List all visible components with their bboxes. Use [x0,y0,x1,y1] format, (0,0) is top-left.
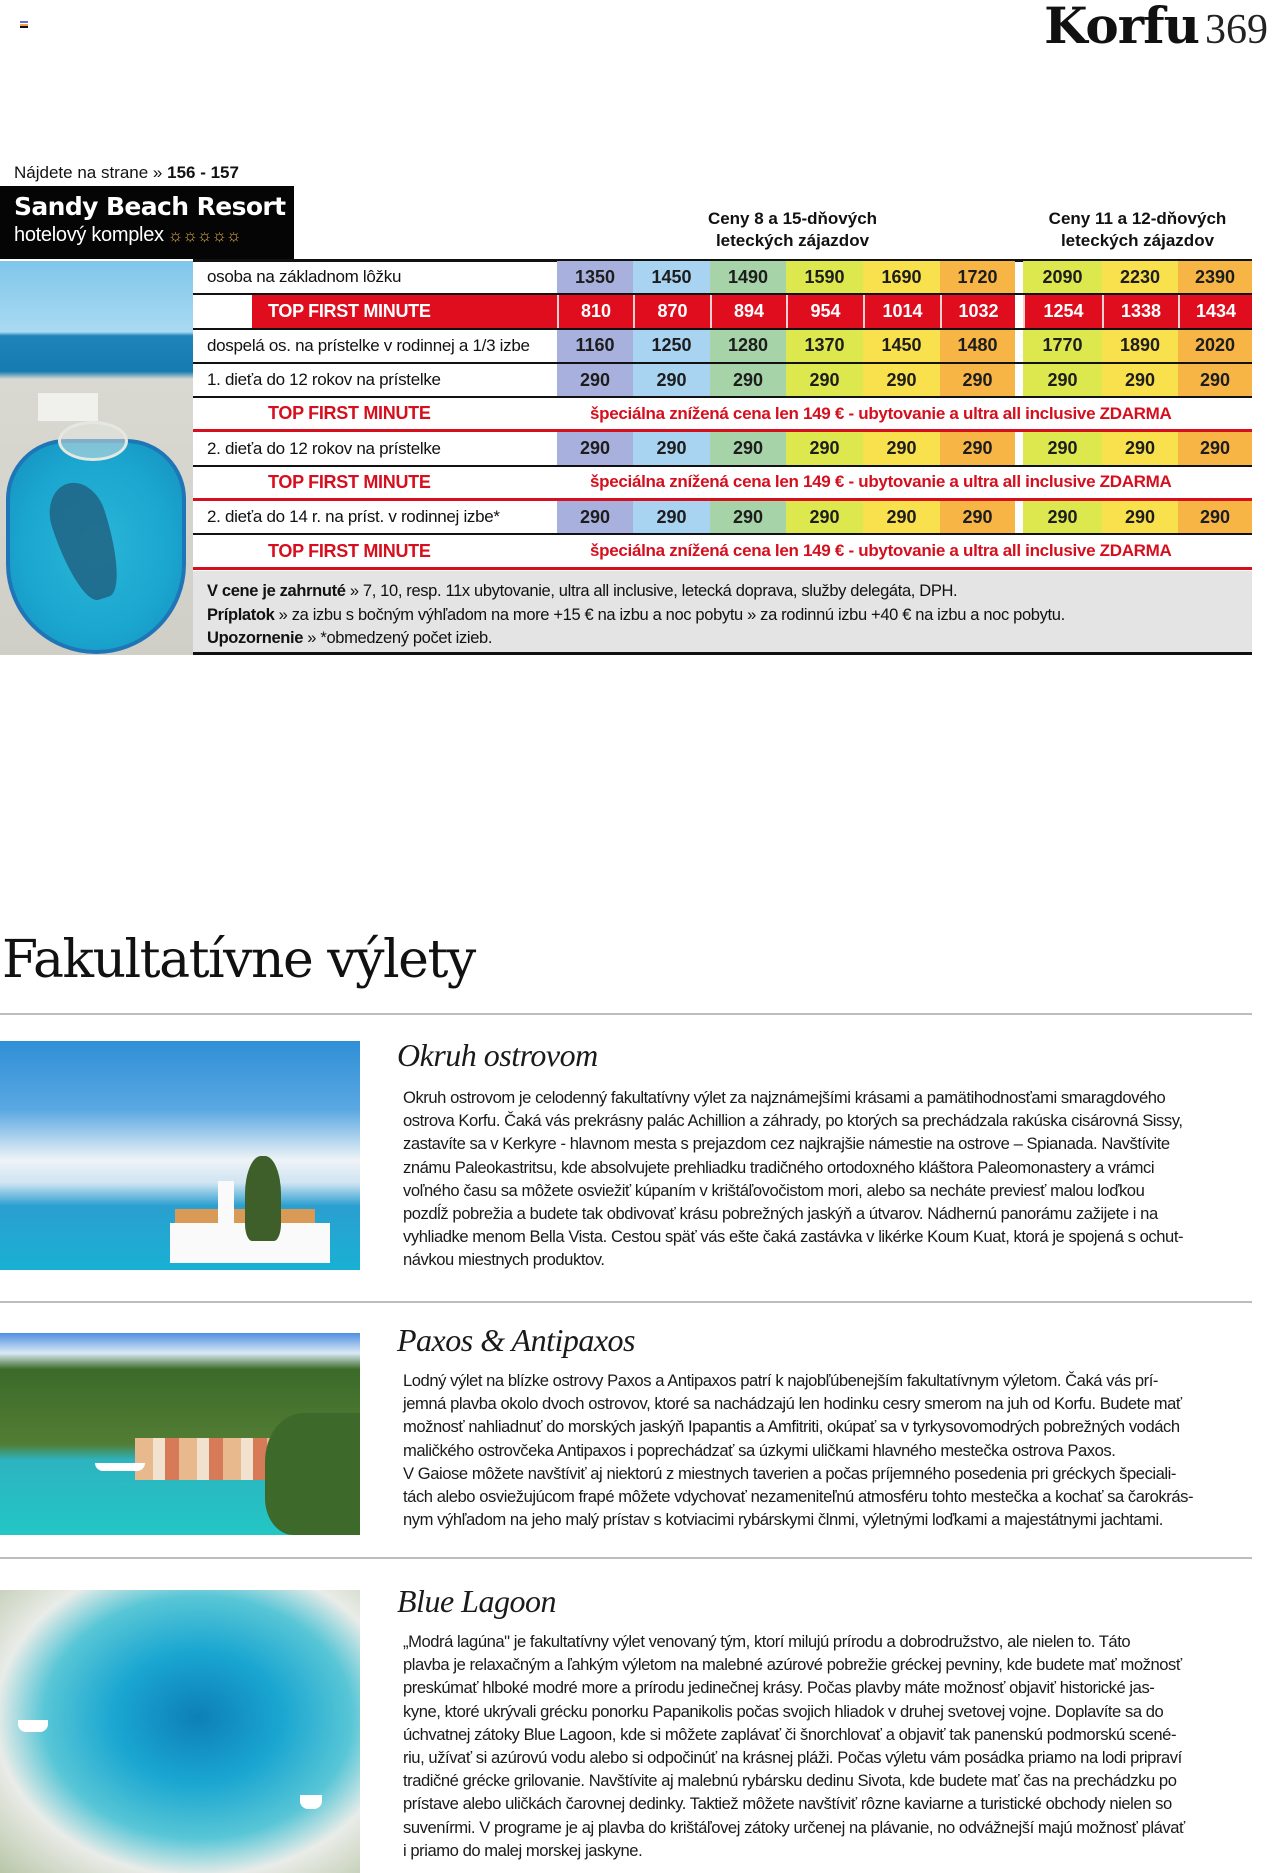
excursion-photo-okruh [0,1041,360,1270]
price-notes [193,571,1252,655]
table-row-top-first-minute [193,398,1252,432]
price-cell: 894 [710,295,786,327]
text-line: možnosť nahliadnuť do morských jaskýň Ipapantis a Amfitriti, okúpať sa v tyrkysovomodrých pobrežných vodách [403,1417,1180,1437]
excursion-title: Okruh ostrovom [397,1037,598,1073]
price-cell: 2230 [1102,261,1178,293]
note-text: » 7, 10, resp. 11x ubytovanie, ultra all inclusive, letecká doprava, služby delegáta, DPH. [345,582,958,600]
price-cell: 1450 [863,330,940,362]
price-cell: 290 [633,432,710,464]
page-reference [14,163,239,183]
price-cell: 2390 [1178,261,1252,293]
row-label: TOP FIRST MINUTE [268,403,431,424]
text-line: tách alebo osviežujúcom frapé môžete vdychovať nezameniteľnú atmosféru tohto mestečka a kochať sa čarokrás- [403,1487,1194,1507]
note-label: V cene je zahrnuté [207,582,346,600]
text-line: úchvatnej zátoky Blue Lagoon, kde si môžete zaplávať či šnorchlovať a objaviť tak panenskú podmorskú scené- [403,1724,1177,1744]
text-line: voľného času sa môžete osviežiť kúpaním v krištáľovočistom mori, alebo sa necháte previesť malou loďkou [403,1180,1145,1200]
price-cell: 290 [1023,432,1102,464]
price-cell: 1032 [940,295,1015,327]
price-cell: 290 [940,501,1015,533]
destination-title: Korfu [1044,0,1199,55]
column-group-header-8-15 [665,208,920,252]
price-cell: 954 [786,295,863,327]
column-group-header-line: leteckých zájazdov [1060,231,1215,250]
text-line: pozdĺž pobrežia a budete tak obdivovať krásu pobrežných jaskýň a útvarov. Nádhernú panorámu zažijete i na [403,1204,1158,1224]
table-row-top-first-minute [193,467,1252,501]
price-cell: 290 [1023,501,1102,533]
special-offer-text: špeciálna znížená cena len 149 € - ubytovanie a ultra all inclusive ZDARMA [590,541,1172,561]
price-cell: 1160 [557,330,633,362]
table-row [193,261,1252,295]
price-cell: 1690 [863,261,940,293]
price-cell: 290 [863,432,940,464]
page-number: 369 [1205,7,1268,53]
price-cell: 290 [1178,364,1252,396]
price-cell: 290 [786,432,863,464]
text-line: plavba je relaxačným a ľahkým výletom na malebné azúrové pobrežie gréckej pevniny, kde budete mať možnosť [403,1655,1182,1675]
price-cell: 1014 [863,295,940,327]
column-group-header-line: Ceny 8 a 15-dňových [707,209,878,228]
excursion-photo-paxos [0,1333,360,1535]
page-header [1044,0,1268,55]
note-label: Upozornenie [207,629,304,647]
price-cell: 290 [710,364,786,396]
price-cell: 1720 [940,261,1015,293]
price-cell: 1370 [786,330,863,362]
column-group-header-line: Ceny 11 a 12-dňových [1048,209,1227,228]
note-text: » za izbu s bočným výhľadom na more +15 € na izbu a noc pobytu » za rodinnú izbu +40 € na izbu a noc pobytu. [274,605,1065,624]
row-label: TOP FIRST MINUTE [268,540,431,561]
text-line: kyne, ktoré ukrývali grécku ponorku Papanikolis počas svojich hliadok v druhej svetovej vojne. Doplavíte sa do [403,1701,1164,1721]
price-cell: 1590 [786,261,863,293]
row-label: TOP FIRST MINUTE [268,471,431,492]
price-cell: 1280 [710,330,786,362]
excursion-title: Paxos & Antipaxos [397,1322,635,1358]
note-label: Príplatok [207,605,275,624]
row-label: 1. dieťa do 12 rokov na prístelke [207,370,441,390]
price-cell: 2090 [1023,261,1102,293]
excursion-photo-blue-lagoon [0,1590,360,1873]
text-line: tradičné grécke grilovanie. Navštívite aj malebnú rybársku dedinu Sivota, kde budete mať čas na prechádzku po [403,1771,1177,1791]
price-cell: 290 [557,364,633,396]
hotel-photo [0,261,193,655]
hotel-name: Sandy Beach Resort [14,192,286,221]
table-row-top-first-minute [193,535,1252,569]
price-cell: 1450 [633,261,710,293]
table-row [193,432,1252,466]
column-gap [1015,295,1023,327]
price-cell: 290 [710,501,786,533]
text-line: V Gaiose môžete navštíviť aj niektorú z miestnych taverien a počas príjemného posedenia pri gréckych špeciali- [403,1463,1176,1483]
text-line: Lodný výlet na blízke ostrovy Paxos a Antipaxos patrí k najobľúbenejším fakultatívnym výletom. Čaká vás prí- [403,1371,1158,1390]
price-cell: 290 [863,364,940,396]
text-line: ostrova Korfu. Čaká vás prekrásny palác Achillion a záhrady, po ktorých sa prechádzala rakúska cisárovná Sissy, [403,1111,1183,1131]
text-line: Okruh ostrovom je celodenný fakultatívny výlet za najznámejšími krásami a pamätihodnosťami smaragdového [403,1088,1166,1107]
price-cell: 1250 [633,330,710,362]
price-cell: 290 [940,364,1015,396]
price-cell: 290 [1102,432,1178,464]
price-cell: 290 [1102,501,1178,533]
section-title-excursions: Fakultatívne výlety [2,930,475,990]
text-line: maličkého ostrovčeka Antipaxos i poprechádzať sa úzkymi uličkami hlavného mestečka ostrova Paxos. [403,1440,1116,1460]
row-label: dospelá os. na prístelke v rodinnej a 1/3 izbe [207,335,530,355]
text-line: známu Paleokastritsu, kde absolvujete prehliadku tradičného ortodoxného kláštora Paleomonastery a vrámci [403,1157,1155,1177]
price-cell: 870 [633,295,710,327]
hotel-type [14,222,294,249]
note-surcharge [207,604,1252,628]
price-cell: 290 [633,364,710,396]
price-cell: 290 [1023,364,1102,396]
price-cell: 290 [786,501,863,533]
price-cell: 1338 [1102,295,1178,327]
price-cell: 1490 [710,261,786,293]
text-line: jemná plavba okolo dvoch ostrovov, ktoré sa nachádzajú len hodinku cesry smerom na juh od Korfu. Budete mať [403,1394,1182,1414]
divider [0,1013,1252,1015]
price-cell: 290 [786,364,863,396]
price-cell: 2020 [1178,330,1252,362]
column-group-header-11-12 [1015,208,1260,252]
row-label: TOP FIRST MINUTE [268,300,431,321]
price-cell: 1434 [1178,295,1252,327]
text-line: prístave alebo uličkách čarovnej dedinky. Taktiež môžete navštíviť rôzne kaviarne a turistické obchody nielen so [403,1794,1172,1814]
divider [0,1301,1252,1303]
excursion-title: Blue Lagoon [397,1583,556,1619]
text-line: riu, užívať si azúrovú vodu alebo si odpočinúť na krásnej pláži. Počas výletu vám posádka priamo na lodi pripraví [403,1748,1182,1768]
price-cell: 1770 [1023,330,1102,362]
note-included [207,580,1252,604]
price-cell: 290 [1102,364,1178,396]
price-cell: 290 [940,432,1015,464]
text-line: návkou miestnych produktov. [403,1250,605,1270]
divider [0,1557,1252,1559]
flag-icon [20,21,28,28]
text-line: suvenírmi. V programe je aj plavba do krištáľovej zátoky určenej na plávanie, no odvážnejší majú možnosť plávať [403,1817,1185,1837]
price-cell: 1890 [1102,330,1178,362]
text-line: vyhliadke menom Bella Vista. Cestou späť vás ešte čaká zastávka v likérke Koum Kuat, ktorá je spojená s ochut- [403,1227,1184,1247]
price-cell: 290 [557,501,633,533]
price-cell: 290 [557,432,633,464]
price-cell: 290 [633,501,710,533]
special-offer-text: špeciálna znížená cena len 149 € - ubytovanie a ultra all inclusive ZDARMA [590,472,1172,492]
price-cell: 290 [1178,501,1252,533]
hotel-name-box [0,186,294,259]
hotel-type-label: hotelový komplex [14,224,164,246]
price-cell: 1350 [557,261,633,293]
text-line: „Modrá lagúna" je fakultatívny výlet venovaný tým, ktorí milujú prírodu a dobrodružstvo, ale nielen to. Táto [403,1632,1131,1651]
price-cell: 1254 [1023,295,1102,327]
sun-rating-icon: ☼☼☼☼☼ [167,226,241,245]
excursion-description [403,1369,1253,1531]
row-label: osoba na základnom lôžku [207,267,402,287]
text-line: nym výhľadom na jeho malý prístav s kotviacimi rybárskymi člnmi, výletnými loďkami a majestátnymi jachtami. [403,1510,1163,1530]
page-reference-pages: 156 - 157 [167,163,239,182]
note-warning [207,627,1252,651]
text-line: zastavíte sa v Kerkyre - hlavnom mesta s prejazdom cez najkrajšie námestie na ostrove – Spianada. Navštívite [403,1134,1170,1154]
price-cell: 290 [1178,432,1252,464]
price-table [193,261,1252,570]
special-offer-text: špeciálna znížená cena len 149 € - ubytovanie a ultra all inclusive ZDARMA [590,403,1172,423]
price-cell: 290 [863,501,940,533]
row-label: 2. dieťa do 14 r. na príst. v rodinnej izbe* [207,507,500,527]
note-text: » *obmedzený počet izieb. [303,629,493,647]
table-row [193,330,1252,364]
column-group-header-line: leteckých zájazdov [715,231,870,250]
price-cell: 810 [557,295,633,327]
excursion-description [403,1086,1253,1272]
table-row [193,364,1252,398]
price-cell: 1480 [940,330,1015,362]
excursion-description [403,1630,1253,1862]
price-cell: 290 [710,432,786,464]
page-reference-label: Nájdete na strane » [14,163,163,182]
text-line: i priamo do malej morskej jaskyne. [403,1840,643,1860]
text-line: preskúmať hlboké modré more a prírodu jedinečnej krásy. Počas plavby máte možnosť objaviť historické jas- [403,1678,1155,1698]
row-label: 2. dieťa do 12 rokov na prístelke [207,438,441,458]
table-row-top-first-minute [193,295,1252,329]
table-row [193,501,1252,535]
